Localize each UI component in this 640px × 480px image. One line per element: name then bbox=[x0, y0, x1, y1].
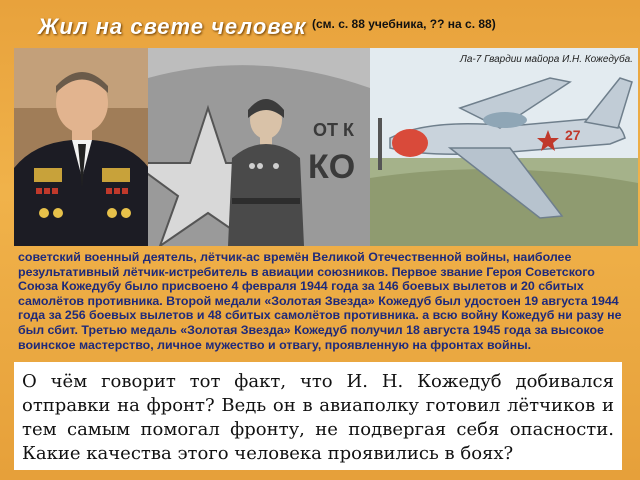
biography-text: советский военный деятель, лётчик-ас времён Великой Отечественной войны, наиболее результативный лётчик-истребитель в авиации союзников. Первое звание Героя Советского Союза Кожедубу было присвоено 4 февраля 1944 года за 146 боевых вылетов и 20 сбитых самолётов противника. Второй медали «Золотая Звезда» Кожедуб был удостоен 19 августа 1944 года за 256 боевых вылетов и 48 сбитых самолётов противника. а всю войну Кожедуб ни разу не был сбит. Третью медаль «Золотая Звезда» Кожедуб получил 18 августа 1945 года за высокое воинское мастерство, личное мужество и отвагу, проявленную на фронтах войны. bbox=[18, 250, 622, 352]
pilot-photo bbox=[148, 48, 370, 246]
svg-text:ОТ К: ОТ К bbox=[313, 120, 354, 140]
textbook-reference: (см. с. 88 учебника, ?? на с. 88) bbox=[312, 17, 496, 31]
aircraft-photo bbox=[370, 48, 638, 246]
aircraft-caption: Ла-7 Гвардии майора И.Н. Кожедуба. bbox=[460, 54, 633, 65]
question-box: О чём говорит тот факт, что И. Н. Кожедуб добивался отправки на фронт? Ведь он в авиаполку готовил лётчиков и тем самым помогал фронту, не подвергая себя опасности. Какие качества этого человека проявились в боях? bbox=[14, 362, 622, 470]
portrait-photo bbox=[14, 48, 149, 246]
svg-text:КО: КО bbox=[308, 148, 356, 186]
svg-text:27: 27 bbox=[565, 127, 581, 143]
slide-title: Жил на свете человек bbox=[38, 14, 307, 39]
